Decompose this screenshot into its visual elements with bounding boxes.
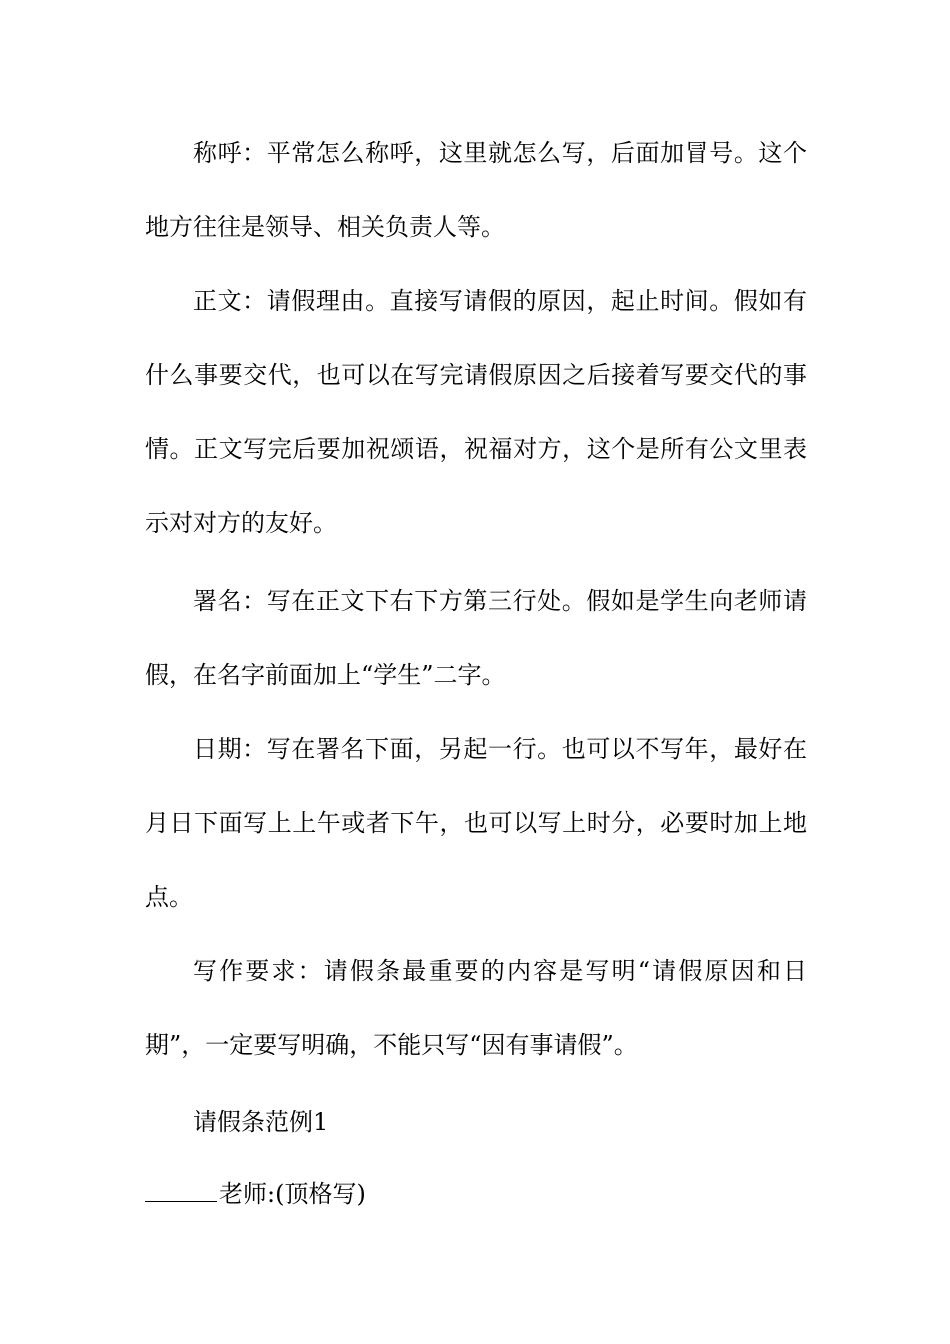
paragraph-signature-rule: 署名：写在正文下右下方第三行处。假如是学生向老师请假，在名字前面加上“学生”二字。 <box>145 587 807 689</box>
paragraph-body-rule: 正文：请假理由。直接写请假的原因，起止时间。假如有什么事要交代，也可以在写完请假原因之后接着写要交代的事情。正文写完后要加祝颂语，祝福对方，这个是所有公文里表示对对方的友好。 <box>145 287 807 537</box>
example-title: 请假条范例1 <box>193 1108 329 1136</box>
paragraph-writing-requirement: 写作要求：请假条最重要的内容是写明“请假原因和日期”，一定要写明确，不能只写“因有事请假”。 <box>145 957 807 1059</box>
name-blank <box>145 1181 217 1202</box>
paragraph-date-rule: 日期：写在署名下面，另起一行。也可以不写年，最好在月日下面写上上午或者下午，也可以写上时分，必要时加上地点。 <box>145 735 807 911</box>
salutation-line <box>145 1176 366 1212</box>
salutation-text: 老师:(顶格写) <box>219 1180 366 1208</box>
paragraph-salutation-rule: 称呼：平常怎么称呼，这里就怎么写，后面加冒号。这个地方往往是领导、相关负责人等。 <box>145 139 807 241</box>
